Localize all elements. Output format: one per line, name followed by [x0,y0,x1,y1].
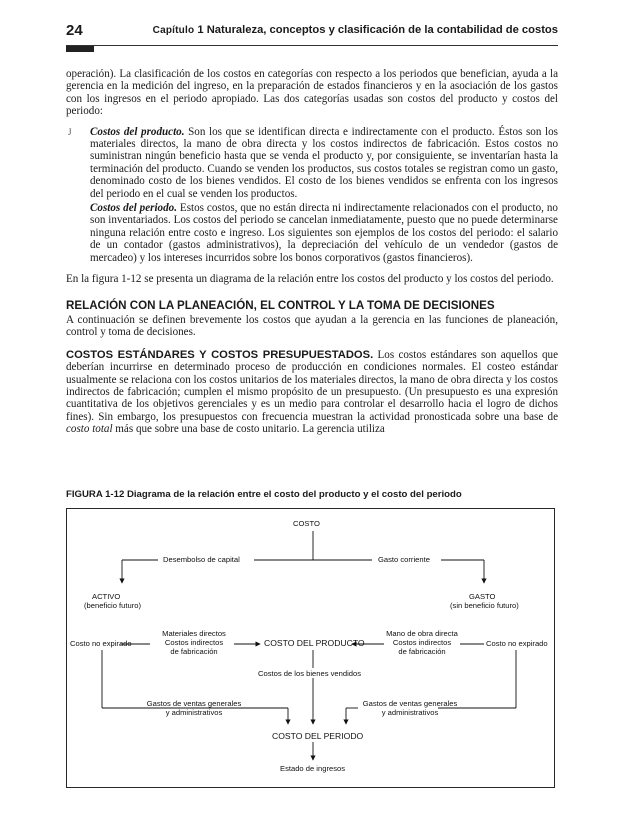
header-block-mark [66,46,94,52]
page-header [66,22,558,40]
chapter-number: 1 [197,24,204,36]
diagram-lines [66,508,555,788]
label-right-costs [384,629,460,656]
cost-category-list [66,126,558,264]
label-gasto-corriente: Gasto corriente [378,555,430,564]
standard-costs-text: Los costos estándares son aquellos que deberían incurrirse en determinado proceso de producción en condiciones normales. El costeo estándar usualmente se relaciona con los costos unitarios de los materiales directos, la mano de obra directa y los costos indirectos de fabricación; cumplen el mismo propósito de un presupuesto. (Un presupuesto es una expresión cuantitativa de los objetivos gerenciales y es un medio para controlar el desarrollo hacia el logro de dichos fines). Sin embargo, los presupuestos con frecuencia muestran la actividad pronosticada sobre una base de [66,348,558,423]
label-activo-sub: (beneficio futuro) [84,601,141,610]
label-gastos-ventas-right-1: Gastos de ventas generales [362,699,458,708]
label-activo: ACTIVO [92,592,121,601]
intro-paragraph: operación). La clasificación de los costos en categorías con respecto a los periodos que benefician, ayuda a la gerencia en la medición del ingreso, en la preparación de estados financieros y en la asociación de los gastos con los ingresos en el periodo apropiado. Las dos categorías usadas son costos del producto y costos del periodo: [66,68,558,118]
list-item-period-costs [66,202,558,264]
figure-caption: FIGURA 1-12 Diagrama de la relación entre el costo del producto y el costo del periodo [66,489,462,500]
label-gastos-ventas-left-2: y administrativos [165,708,223,717]
label-left-costs [160,629,228,656]
chapter-title: Naturaleza, conceptos y clasificación de la contabilidad de costos [206,24,558,36]
section-heading: RELACIÓN CON LA PLANEACIÓN, EL CONTROL Y LA TOMA DE DECISIONES [66,298,495,312]
standard-costs-text-end: más que sobre una base de costo unitario. La gerencia utiliza [112,423,385,436]
label-gastos-ventas-left-1: Gastos de ventas generales [146,699,242,708]
label-costos-indirectos-left: Costos indirectos [164,638,224,647]
standard-costs-italic: costo total [66,423,113,436]
diagram-frame [67,509,555,788]
label-costo-no-expirado-right: Costo no expirado [486,639,548,648]
body-text [66,68,558,436]
label-gastos-ventas-right-2: y administrativos [381,708,439,717]
definition-period-costs: Estos costos, que no están directa ni indirectamente relacionados con el producto, no son inventariados. Los costos del periodo se cancelan inmediatamente, puesto que no puede determinarse ninguna relación entre costo e ingreso. Los siguientes son ejemplos de los costos del periodo: el salario de un contador (gastos administrativos), la depreciación del vehículo de un vendedor (gastos de mercadeo) y los intereses incurridos sobre los bonos corporativos (gastos financieros). [90,202,558,264]
chapter-word: Capítulo [152,25,195,36]
section-paragraph: A continuación se definen brevemente los costos que ayudan a la gerencia en las funciones de planeación, control y toma de decisiones. [66,313,558,339]
label-costos-bienes-vendidos: Costos de los bienes vendidos [258,669,362,678]
label-gasto-sub: (sin beneficio futuro) [450,601,519,610]
term-period-costs: Costos del periodo. [90,202,177,215]
definition-product-costs: Son los que se identifican directa e indirectamente con el producto. Éstos son los materiales directos, la mano de obra directa y los costos indirectos de fabricación. Estos costos no suministran ningún beneficio hasta que se venda el producto y, por consiguiente, se inventarían hasta la terminación del producto. Cuando se venden los productos, sus costos totales se registran como un gasto, denominado costo de los bienes vendidos. El costo de los bienes vendidos se enfrenta con los ingresos del periodo en el cual se venden los productos. [90,125,558,200]
list-item-product-costs [66,126,558,200]
page-number: 24 [66,22,83,39]
label-costo-no-expirado-left: Costo no expirado [70,639,132,648]
term-product-costs: Costos del producto. [90,125,185,138]
label-costo-del-periodo: COSTO DEL PERIODO [272,731,364,741]
figure-reference-paragraph: En la figura 1-12 se presenta un diagrama de la relación entre los costos del producto y los costos del periodo. [66,273,554,286]
label-de-fabricacion-left: de fabricación [170,647,218,656]
header-rule [66,45,558,46]
label-gasto: GASTO [469,592,496,601]
label-costos-indirectos-right: Costos indirectos [392,638,452,647]
cost-relationship-diagram [66,508,555,788]
label-costo-del-producto: COSTO DEL PRODUCTO [264,638,365,648]
standard-costs-paragraph [66,349,558,436]
subheading-standard-costs: COSTOS ESTÁNDARES Y COSTOS PRESUPUESTADOS. [66,348,374,361]
list-marker: J [68,126,72,137]
label-gastos-ventas-right [360,699,460,717]
label-mano-de-obra-directa: Mano de obra directa [386,629,458,638]
label-materiales-directos: Materiales directos [162,629,226,638]
label-desembolso-capital: Desembolso de capital [163,555,240,564]
label-gastos-ventas-left [144,699,244,717]
running-head [153,24,558,36]
label-de-fabricacion-right: de fabricación [398,647,446,656]
label-costo: COSTO [293,519,320,528]
label-estado-de-ingresos: Estado de ingresos [280,764,346,773]
